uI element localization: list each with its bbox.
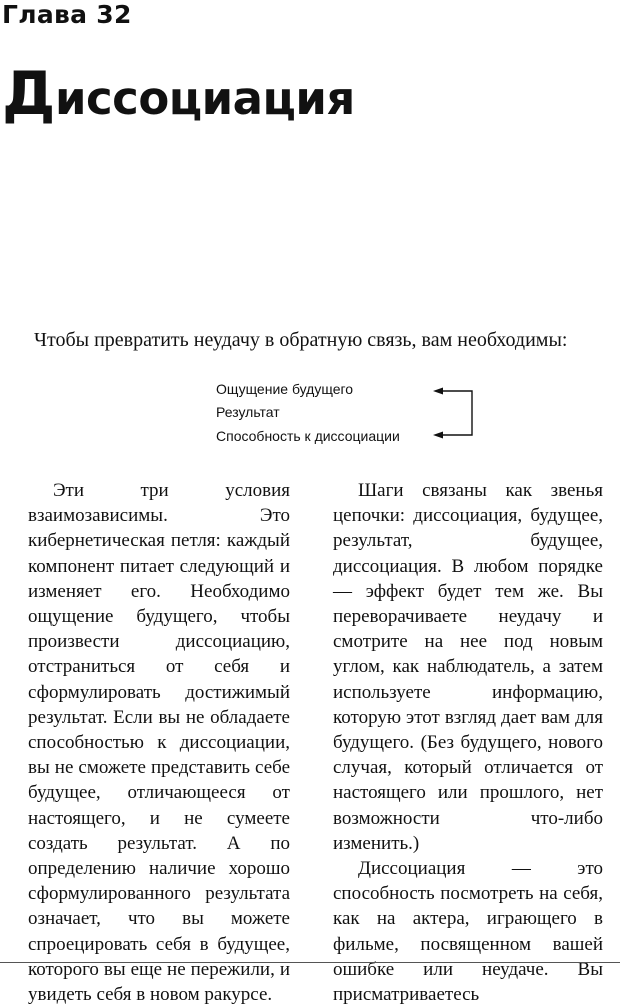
chapter-title-initial: Д bbox=[2, 59, 55, 129]
right-paragraph-1: Шаги связаны как звенья цепочки: диссоциация, будущее, результат, будущее, диссоциация. В любом порядке — эффект будет тем же. Вы переворачиваете неудачу и смотрите на нее под новым углом, как наблюдатель, а затем используете информацию, которую этот взгляд дает вам для будущего. (Без будущего, нового случая, который отличается от настоящего или прошлого, нет возможности что-либо изменить.) bbox=[333, 480, 603, 854]
arrow-to-dissociation-icon bbox=[433, 432, 443, 439]
arrow-to-future-icon bbox=[433, 388, 443, 395]
diagram-item-result: Результат bbox=[216, 404, 280, 420]
diagram-item-dissociation: Способность к диссоциации bbox=[216, 428, 400, 444]
left-paragraph: Эти три условия взаимозависимы. Это кибернетическая петля: каждый компонент питает следующий и изменяет его. Необходимо ощущение будущего, чтобы произвести диссоциацию, отстраниться от себя и сформулировать достижимый результат. Если вы не обладаете способностью к диссоциации, вы не сможете представить себе будущее, отличающееся от настоящего, и не сумеете создать результат. А по определению наличие хорошо сформулированного результата означает, что вы можете спроецировать себя в будущее, которого вы еще не пережили, и увидеть себя в новом ракурсе. bbox=[28, 480, 290, 1006]
intro-sentence: Чтобы превратить неудачу в обратную связь, вам необходимы: bbox=[34, 329, 568, 351]
page-bottom-rule bbox=[0, 962, 620, 963]
right-paragraph-2: Диссоциация — это способность посмотреть на себя, как на актера, играющего в фильме, посвященном вашей ошибке или неудаче. Вы присматриваетесь bbox=[333, 858, 603, 1006]
right-column bbox=[333, 478, 603, 1007]
chapter-title bbox=[2, 59, 355, 129]
loop-connector-line bbox=[440, 391, 472, 435]
left-column bbox=[28, 478, 290, 1007]
loop-arrows bbox=[0, 372, 620, 452]
feedback-loop-diagram bbox=[0, 372, 620, 452]
diagram-item-future: Ощущение будущего bbox=[216, 381, 354, 397]
chapter-title-rest: иссоциация bbox=[54, 72, 355, 125]
chapter-label: Глава 32 bbox=[2, 0, 132, 29]
